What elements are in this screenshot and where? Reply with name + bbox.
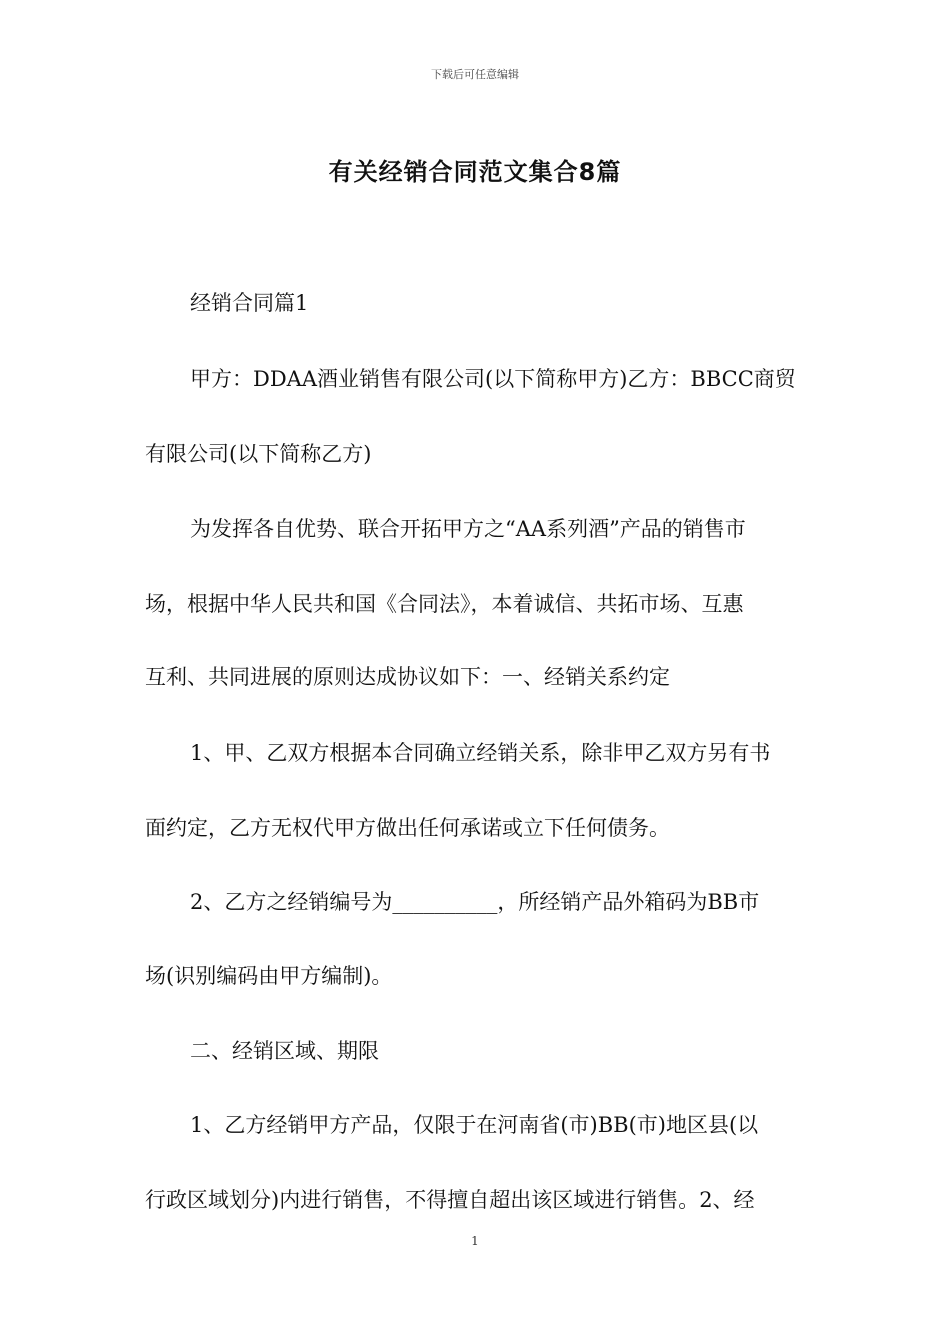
- paragraph-line: 1、甲、乙双方根据本合同确立经销关系，除非甲乙双方另有书: [190, 741, 771, 765]
- paragraph-line: 互利、共同进展的原则达成协议如下：一、经销关系约定: [145, 665, 670, 689]
- paragraph-line: 行政区域划分)内进行销售，不得擅自超出该区域进行销售。2、经: [145, 1188, 755, 1212]
- section-heading: 经销合同篇1: [190, 291, 309, 315]
- header-note: 下载后可任意编辑: [431, 68, 519, 81]
- document-title: 有关经销合同范文集合8篇: [328, 158, 622, 186]
- paragraph-line: 场(识别编码由甲方编制)。: [145, 964, 393, 988]
- paragraph-line: 1、乙方经销甲方产品，仅限于在河南省(市)BB(市)地区县(以: [190, 1113, 759, 1137]
- paragraph-line: 面约定，乙方无权代甲方做出任何承诺或立下任何债务。: [145, 816, 670, 840]
- page-number: 1: [471, 1234, 479, 1248]
- paragraph-line: 甲方：DDAA酒业销售有限公司(以下简称甲方)乙方：BBCC商贸: [190, 367, 796, 391]
- paragraph-line: 2、乙方之经销编号为__________，所经销产品外箱码为BB市: [190, 890, 760, 914]
- paragraph-line: 为发挥各自优势、联合开拓甲方之“AA系列酒”产品的销售市: [190, 517, 746, 541]
- section-heading: 二、经销区域、期限: [190, 1039, 379, 1063]
- paragraph-line: 有限公司(以下简称乙方): [145, 442, 372, 466]
- paragraph-line: 场，根据中华人民共和国《合同法》，本着诚信、共拓市场、互惠: [145, 592, 744, 616]
